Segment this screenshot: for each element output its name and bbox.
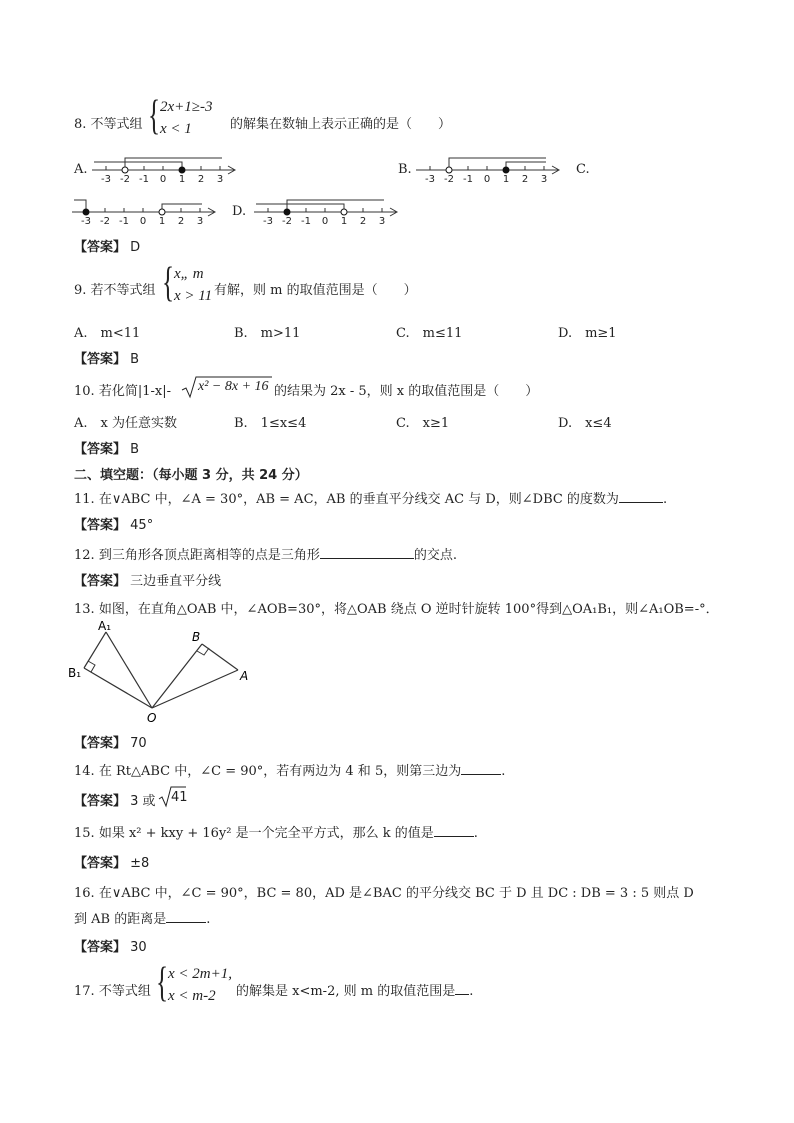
q13-answer xyxy=(74,732,147,751)
solution-ray xyxy=(162,204,202,209)
q13-edge-b-a xyxy=(202,644,238,670)
q13-edge-o-a1 xyxy=(106,632,152,708)
solution-ray xyxy=(506,162,546,167)
axis-tick-label: 1 xyxy=(178,174,186,184)
answer-tag: 【答案】 xyxy=(74,574,127,589)
q9-choice-a: A. m<11 xyxy=(74,326,141,341)
q9-suffix: 有解，则 m 的取值范围是（ ） xyxy=(214,283,417,298)
open-endpoint xyxy=(159,209,165,215)
q12-number: 12. xyxy=(74,548,95,563)
q12-text: 到三角形各顶点距离相等的点是三角形 xyxy=(98,548,320,563)
q10-suffix: 的结果为 2x - 5，则 x 的取值范围是（ ） xyxy=(274,384,539,399)
q9-prefix: 若不等式组 xyxy=(90,283,156,298)
q9-line1: x„ m xyxy=(174,266,204,282)
number-line-a xyxy=(90,148,240,184)
axis-tick-label: 3 xyxy=(540,174,548,184)
answer-tag: 【答案】 xyxy=(74,518,127,533)
q16-stem-line2 xyxy=(74,908,210,927)
axis-tick-label: 3 xyxy=(196,216,204,226)
axis-tick-label: -2 xyxy=(120,174,130,184)
axis-tick-label: 0 xyxy=(483,174,491,184)
q9-choice-c: C. m≤11 xyxy=(396,326,463,341)
q17-system xyxy=(168,963,232,1007)
q13-edge-a-o xyxy=(152,670,238,708)
q12-blank xyxy=(320,546,414,559)
q17-suffix xyxy=(236,980,473,999)
closed-endpoint xyxy=(83,209,89,215)
axis-tick-label: 0 xyxy=(159,174,167,184)
axis-tick-label: 2 xyxy=(521,174,529,184)
q14-stem xyxy=(74,760,505,779)
q11-blank xyxy=(619,490,663,503)
q13-edge-b1-o xyxy=(84,668,152,708)
q17-end: . xyxy=(469,984,474,999)
answer-value: B xyxy=(130,352,140,367)
q14-end: . xyxy=(501,764,506,779)
axis-tick-label: -1 xyxy=(301,216,311,226)
axis-tick-label: 2 xyxy=(197,174,205,184)
answer-value: 30 xyxy=(130,940,147,955)
q13-text: 如图，在直角△OAB 中，∠AOB=30°，将△OAB 绕点 O 逆时针旋转 100°得到△OA₁B₁，则∠A₁OB=-°． xyxy=(98,602,719,617)
q17-line2: x < m-2 xyxy=(168,988,216,1004)
q8-prefix: 不等式组 xyxy=(90,117,143,132)
q9-line2: x > 11 xyxy=(174,288,213,304)
q13-label-b1: B₁ xyxy=(68,666,82,680)
q15-answer xyxy=(74,852,149,871)
answer-value: 三边垂直平分线 xyxy=(130,574,222,589)
axis-tick-label: -1 xyxy=(119,216,129,226)
q11-stem xyxy=(74,488,667,507)
answer-value: ±8 xyxy=(130,856,150,871)
axis-tick-label: -1 xyxy=(139,174,149,184)
answer-value: 3 或 xyxy=(130,794,156,809)
axis-tick-label: -3 xyxy=(263,216,273,226)
q15-stem xyxy=(74,822,478,841)
q10-answer xyxy=(74,438,139,457)
q15-blank xyxy=(434,824,474,837)
q10-choice-b: B. 1≤x≤4 xyxy=(234,416,307,431)
q17-blank xyxy=(455,982,469,995)
q8-option-c-label: C. xyxy=(576,162,590,177)
closed-endpoint xyxy=(179,167,185,173)
answer-value: 70 xyxy=(130,736,147,751)
axis-tick-label: 0 xyxy=(139,216,147,226)
answer-value: 45° xyxy=(130,518,154,533)
solution-ray xyxy=(256,204,344,209)
axis-tick-label: -2 xyxy=(100,216,110,226)
q8-option-a-label: A. xyxy=(74,162,88,177)
q13-number: 13. xyxy=(74,602,95,617)
q14-text: 在 Rt△ABC 中，∠C = 90°，若有两边为 4 和 5，则第三边为 xyxy=(98,764,462,779)
q11-number: 11. xyxy=(74,492,95,507)
q9-choice-d: D. m≥1 xyxy=(558,326,617,341)
q13-label-a: A xyxy=(240,669,249,683)
axis-tick-label: 1 xyxy=(340,216,348,226)
answer-tag: 【答案】 xyxy=(74,794,127,809)
axis-tick-label: 1 xyxy=(158,216,166,226)
closed-endpoint xyxy=(503,167,509,173)
solution-ray xyxy=(74,200,86,209)
q17-number: 17. xyxy=(74,984,95,999)
q9-system xyxy=(174,263,212,307)
q8-number: 8. xyxy=(74,117,87,132)
q14-answer xyxy=(74,790,156,809)
q10-choice-d: D. x≤4 xyxy=(558,416,612,431)
q12-end: 的交点. xyxy=(413,548,457,563)
q15-end: . xyxy=(473,826,478,841)
q10-prefix: 若化简|1-x|- xyxy=(98,384,171,399)
open-endpoint xyxy=(341,209,347,215)
axis-tick-label: 3 xyxy=(216,174,224,184)
q10-number: 10. xyxy=(74,384,95,399)
q16-text2: 到 AB 的距离是 xyxy=(74,912,167,927)
solution-ray xyxy=(94,162,182,167)
q10-choice-a: A. x 为任意实数 xyxy=(74,416,177,431)
axis-tick-label: -3 xyxy=(81,216,91,226)
q17-suffix-text: 的解集是 x<m-2, 则 m 的取值范围是 xyxy=(236,984,456,999)
answer-value: B xyxy=(130,442,140,457)
q12-answer xyxy=(74,570,221,589)
q16-number: 16. xyxy=(74,886,95,901)
number-line-d xyxy=(252,190,402,226)
q15-number: 15. xyxy=(74,826,95,841)
q13-label-a1: A₁ xyxy=(98,619,112,633)
axis-tick-label: -2 xyxy=(444,174,454,184)
axis-tick-label: 3 xyxy=(378,216,386,226)
q9-stem xyxy=(74,279,156,298)
axis-tick-label: -3 xyxy=(425,174,435,184)
answer-tag: 【答案】 xyxy=(74,940,127,955)
q8-answer xyxy=(74,236,140,255)
answer-tag: 【答案】 xyxy=(74,856,127,871)
q16-stem xyxy=(74,882,694,901)
q17-brace: { xyxy=(156,960,169,1006)
q8-option-b-label: B. xyxy=(398,162,412,177)
q14-number: 14. xyxy=(74,764,95,779)
axis-tick-label: 2 xyxy=(177,216,185,226)
q10-choice-c: C. x≥1 xyxy=(396,416,450,431)
q16-end: . xyxy=(206,912,211,927)
open-endpoint xyxy=(446,167,452,173)
q8-brace: { xyxy=(148,93,161,139)
q13-label-b: B xyxy=(192,630,201,644)
number-line-c xyxy=(70,190,220,226)
answer-tag: 【答案】 xyxy=(74,352,127,367)
q16-answer xyxy=(74,936,147,955)
axis-tick-label: 1 xyxy=(502,174,510,184)
axis-tick-label: -2 xyxy=(282,216,292,226)
q14-sqrt-value: 41 xyxy=(171,790,188,805)
q9-number: 9. xyxy=(74,283,87,298)
q11-answer xyxy=(74,514,153,533)
q13-stem xyxy=(74,598,719,617)
q8-option-d-label: D. xyxy=(232,204,247,219)
q15-text: 如果 x² + kxy + 16y² 是一个完全平方式，那么 k 的值是 xyxy=(98,826,434,841)
open-endpoint xyxy=(122,167,128,173)
axis-tick-label: -3 xyxy=(101,174,111,184)
q13-edge-o-b xyxy=(152,644,202,708)
q10-radicand: x² − 8x + 16 xyxy=(198,379,269,394)
q16-blank xyxy=(166,910,206,923)
q14-blank xyxy=(461,762,501,775)
q10-stem xyxy=(74,380,171,399)
q17-line1: x < 2m+1, xyxy=(168,966,232,982)
q8-stem xyxy=(74,113,143,132)
q9-brace: { xyxy=(162,260,175,306)
q13-edge-a1-b1 xyxy=(84,632,106,668)
answer-value: D xyxy=(130,240,141,255)
axis-tick-label: 2 xyxy=(359,216,367,226)
axis-tick-label: -1 xyxy=(463,174,473,184)
closed-endpoint xyxy=(284,209,290,215)
axis-tick-label: 0 xyxy=(321,216,329,226)
q8-line2: x < 1 xyxy=(160,121,192,137)
answer-tag: 【答案】 xyxy=(74,442,127,457)
q17-stem xyxy=(74,980,151,999)
number-line-b xyxy=(414,148,564,184)
q9-answer xyxy=(74,348,139,367)
q8-line1: 2x+1≥-3 xyxy=(160,99,213,115)
q8-system xyxy=(160,96,213,140)
section-heading: 二、填空题：（每小题 3 分，共 24 分） xyxy=(74,468,308,483)
q8-suffix: 的解集在数轴上表示正确的是（ ） xyxy=(230,117,452,132)
q13-rotation-figure xyxy=(64,618,264,728)
q11-end: . xyxy=(662,492,668,507)
q12-stem xyxy=(74,544,457,563)
q9-choice-b: B. m>11 xyxy=(234,326,301,341)
q17-prefix: 不等式组 xyxy=(98,984,151,999)
answer-tag: 【答案】 xyxy=(74,736,127,751)
q16-text: 在∨ABC 中，∠C = 90°，BC = 80，AD 是∠BAC 的平分线交 BC 于 D 且 DC : DB = 3 : 5 则点 D xyxy=(98,886,694,901)
q13-label-o: O xyxy=(147,711,157,725)
q11-text: 在∨ABC 中，∠A = 30°，AB = AC，AB 的垂直平分线交 AC 与 D，则∠DBC 的度数为 xyxy=(98,492,619,507)
answer-tag: 【答案】 xyxy=(74,240,127,255)
